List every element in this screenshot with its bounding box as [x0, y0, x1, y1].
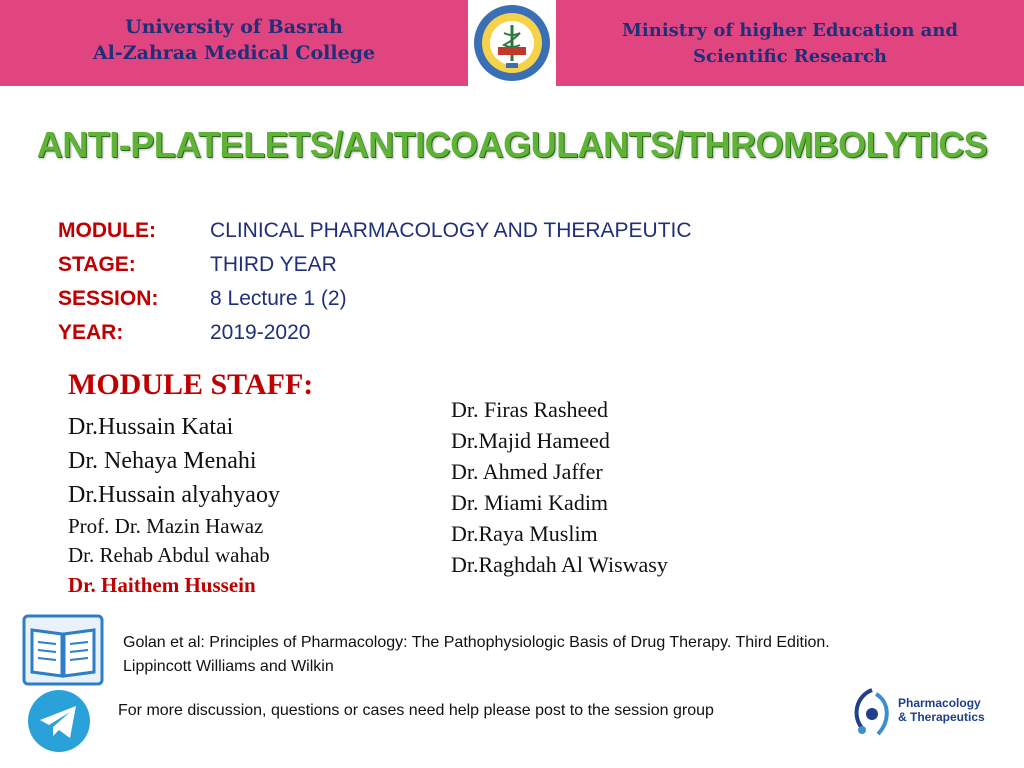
pharmacology-logo-icon: [848, 686, 998, 742]
meta-row-module: [58, 214, 692, 248]
meta-row-year: [58, 316, 692, 350]
ministry-line1: Ministry of higher Education and: [621, 20, 959, 41]
university-line1: University of Basrah: [125, 16, 343, 38]
meta-value: 2019-2020: [210, 321, 311, 344]
staff-list-right: [451, 394, 668, 580]
staff-heading: MODULE STAFF:: [68, 368, 314, 401]
ministry-name: [556, 18, 1024, 70]
book-icon: [22, 614, 104, 691]
staff-member: Dr. Nehaya Menahi: [68, 448, 257, 474]
brand-line2: & Therapeutics: [898, 710, 985, 724]
university-name: [0, 14, 468, 66]
staff-member: Dr.Raghdah Al Wiswasy: [451, 552, 668, 577]
slide-title: ANTI-PLATELETS/ANTICOAGULANTS/THROMBOLYTICS: [36, 124, 988, 165]
reference-text: [123, 631, 983, 679]
staff-member: Dr. Miami Kadim: [451, 490, 609, 515]
reference-line2: Lippincott Williams and Wilkin: [123, 658, 334, 675]
staff-member-highlight: Dr. Haithem Hussein: [68, 573, 256, 597]
staff-member: Dr. Firas Rasheed: [451, 397, 609, 422]
telegram-icon[interactable]: [26, 688, 92, 759]
module-info: [58, 214, 692, 350]
meta-value: THIRD YEAR: [210, 253, 337, 276]
brand-text: [898, 696, 985, 724]
meta-row-session: [58, 282, 692, 316]
meta-value: 8 Lecture 1 (2): [210, 287, 347, 310]
meta-row-stage: [58, 248, 692, 282]
discussion-text: For more discussion, questions or cases need help please post to the session group: [118, 702, 714, 719]
meta-label: MODULE:: [58, 219, 156, 242]
staff-member: Dr.Hussain Katai: [68, 414, 234, 440]
header-left-banner: [0, 0, 468, 86]
staff-member: Dr. Ahmed Jaffer: [451, 459, 603, 484]
meta-label: STAGE:: [58, 253, 136, 276]
staff-member: Dr. Rehab Abdul wahab: [68, 543, 270, 567]
staff-member: Dr.Raya Muslim: [451, 521, 598, 546]
staff-list-left: [68, 410, 280, 600]
university-line2: Al-Zahraa Medical College: [92, 42, 376, 64]
reference-line1: Golan et al: Principles of Pharmacology: The Pathophysiologic Basis of Drug Therapy. Third Edition.: [123, 634, 830, 651]
college-seal-icon: [472, 3, 552, 83]
meta-value: CLINICAL PHARMACOLOGY AND THERAPEUTIC: [210, 219, 692, 242]
staff-member: Dr.Hussain alyahyaoy: [68, 482, 280, 508]
header-right-banner: [556, 0, 1024, 86]
meta-label: YEAR:: [58, 321, 124, 344]
brand-line1: Pharmacology: [898, 696, 981, 710]
staff-member: Prof. Dr. Mazin Hawaz: [68, 514, 264, 538]
college-seal: [469, 0, 555, 86]
meta-label: SESSION:: [58, 287, 159, 310]
staff-member: Dr.Majid Hameed: [451, 428, 610, 453]
ministry-line2: Scientific Research: [693, 46, 887, 67]
